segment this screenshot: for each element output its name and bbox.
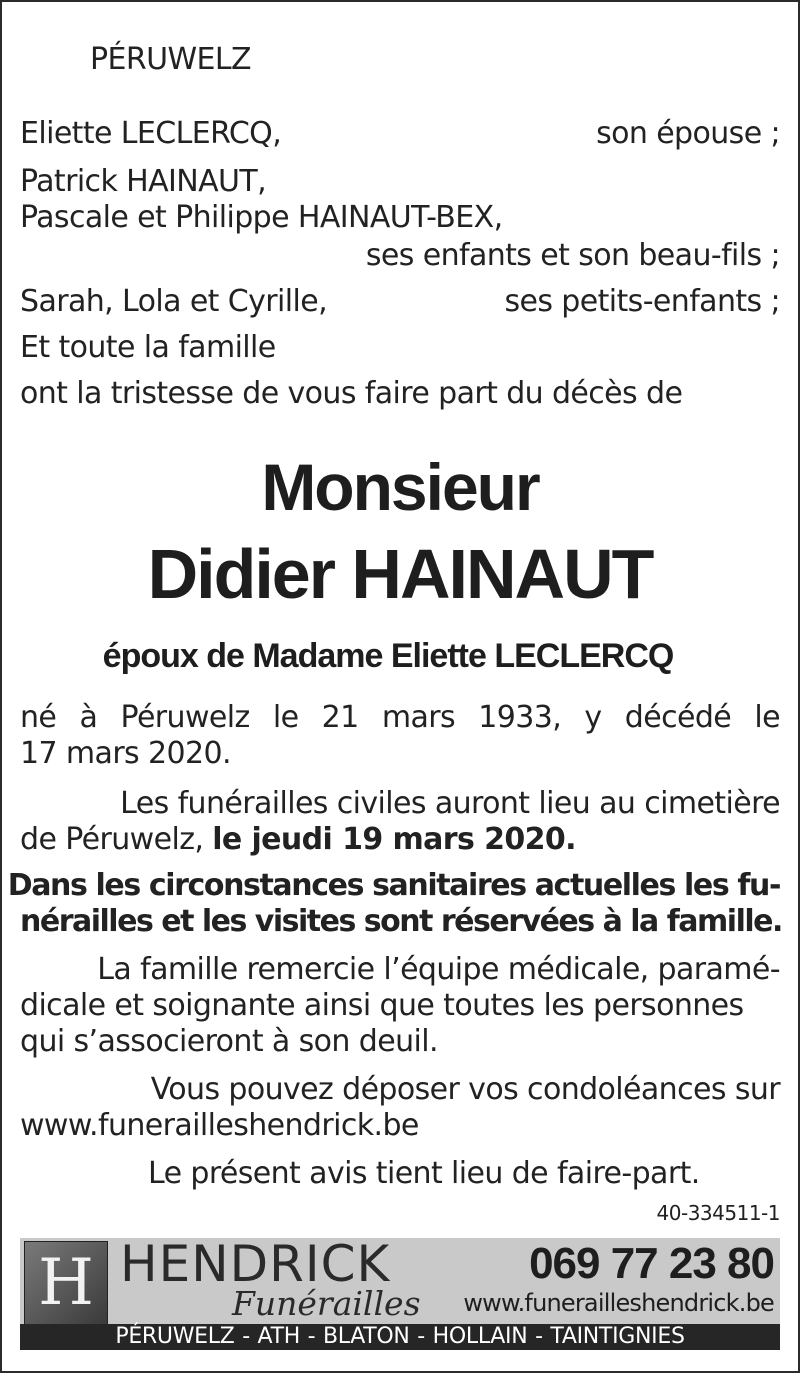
family-name-2: Patrick HAINAUT, [20, 164, 267, 199]
locations-bar: PÉRUWELZ - ATH - BLATON - HOLLAIN - TAINTIGNIES [20, 1324, 780, 1350]
sanitary-line-1: Dans les circonstances sanitaires actuelles les fu- [7, 868, 780, 903]
spouse-line: époux de Madame Eliette LECLERCQ [102, 637, 674, 675]
family-relation-4: ses enfants et son beau-fils ; [365, 238, 780, 273]
sanitary-line-2: nérailles et les visites sont réservées à la famille. [20, 904, 782, 939]
family-relation-1: son épouse ; [596, 116, 780, 151]
birth-line-1: né à Péruwelz le 21 mars 1933, y décédé le [20, 700, 780, 735]
family-name-3: Pascale et Philippe HAINAUT-BEX, [20, 200, 503, 235]
brand-name: HENDRICK [120, 1235, 391, 1293]
thanks-line-1: La famille remercie l’équipe médicale, paramé- [97, 952, 780, 987]
thanks-line-2: dicale et soignante ainsi que toutes les personnes [20, 988, 744, 1023]
logo-letter: H [38, 1246, 94, 1320]
announcement-line: ont la tristesse de vous faire part du décès de [20, 376, 683, 411]
deceased-name: Didier HAINAUT [147, 535, 653, 613]
logo [24, 1241, 108, 1325]
thanks-line-3: qui s’associeront à son deuil. [20, 1024, 438, 1059]
notice-line: Le présent avis tient lieu de faire-part. [148, 1156, 700, 1191]
footer-website-link[interactable]: www.funerailleshendrick.be [463, 1289, 774, 1317]
birth-line-2: 17 mars 2020. [20, 736, 231, 771]
family-name-5: Sarah, Lola et Cyrille, [20, 284, 328, 319]
family-relation-5: ses petits-enfants ; [504, 284, 780, 319]
funeral-home-banner [20, 1235, 780, 1350]
condolences-line-1: Vous pouvez déposer vos condoléances sur [150, 1072, 780, 1107]
phone-number[interactable]: 069 77 23 80 [529, 1239, 774, 1288]
funeral-line-1: Les funérailles civiles auront lieu au cimetière [120, 786, 780, 821]
reference-number: 40-334511-1 [656, 1201, 780, 1225]
brand-tagline: Funérailles [232, 1284, 421, 1323]
deceased-title: Monsieur [261, 450, 539, 524]
funeral-line-2 [20, 822, 576, 858]
funeral-place: de Péruwelz, [20, 822, 213, 857]
family-name-1: Eliette LECLERCQ, [20, 116, 282, 151]
family-name-6: Et toute la famille [20, 330, 276, 365]
header-city: PÉRUWELZ [90, 42, 251, 77]
funeral-date: le jeudi 19 mars 2020. [212, 822, 576, 857]
condolences-url[interactable]: www.funerailleshendrick.be [20, 1108, 419, 1143]
